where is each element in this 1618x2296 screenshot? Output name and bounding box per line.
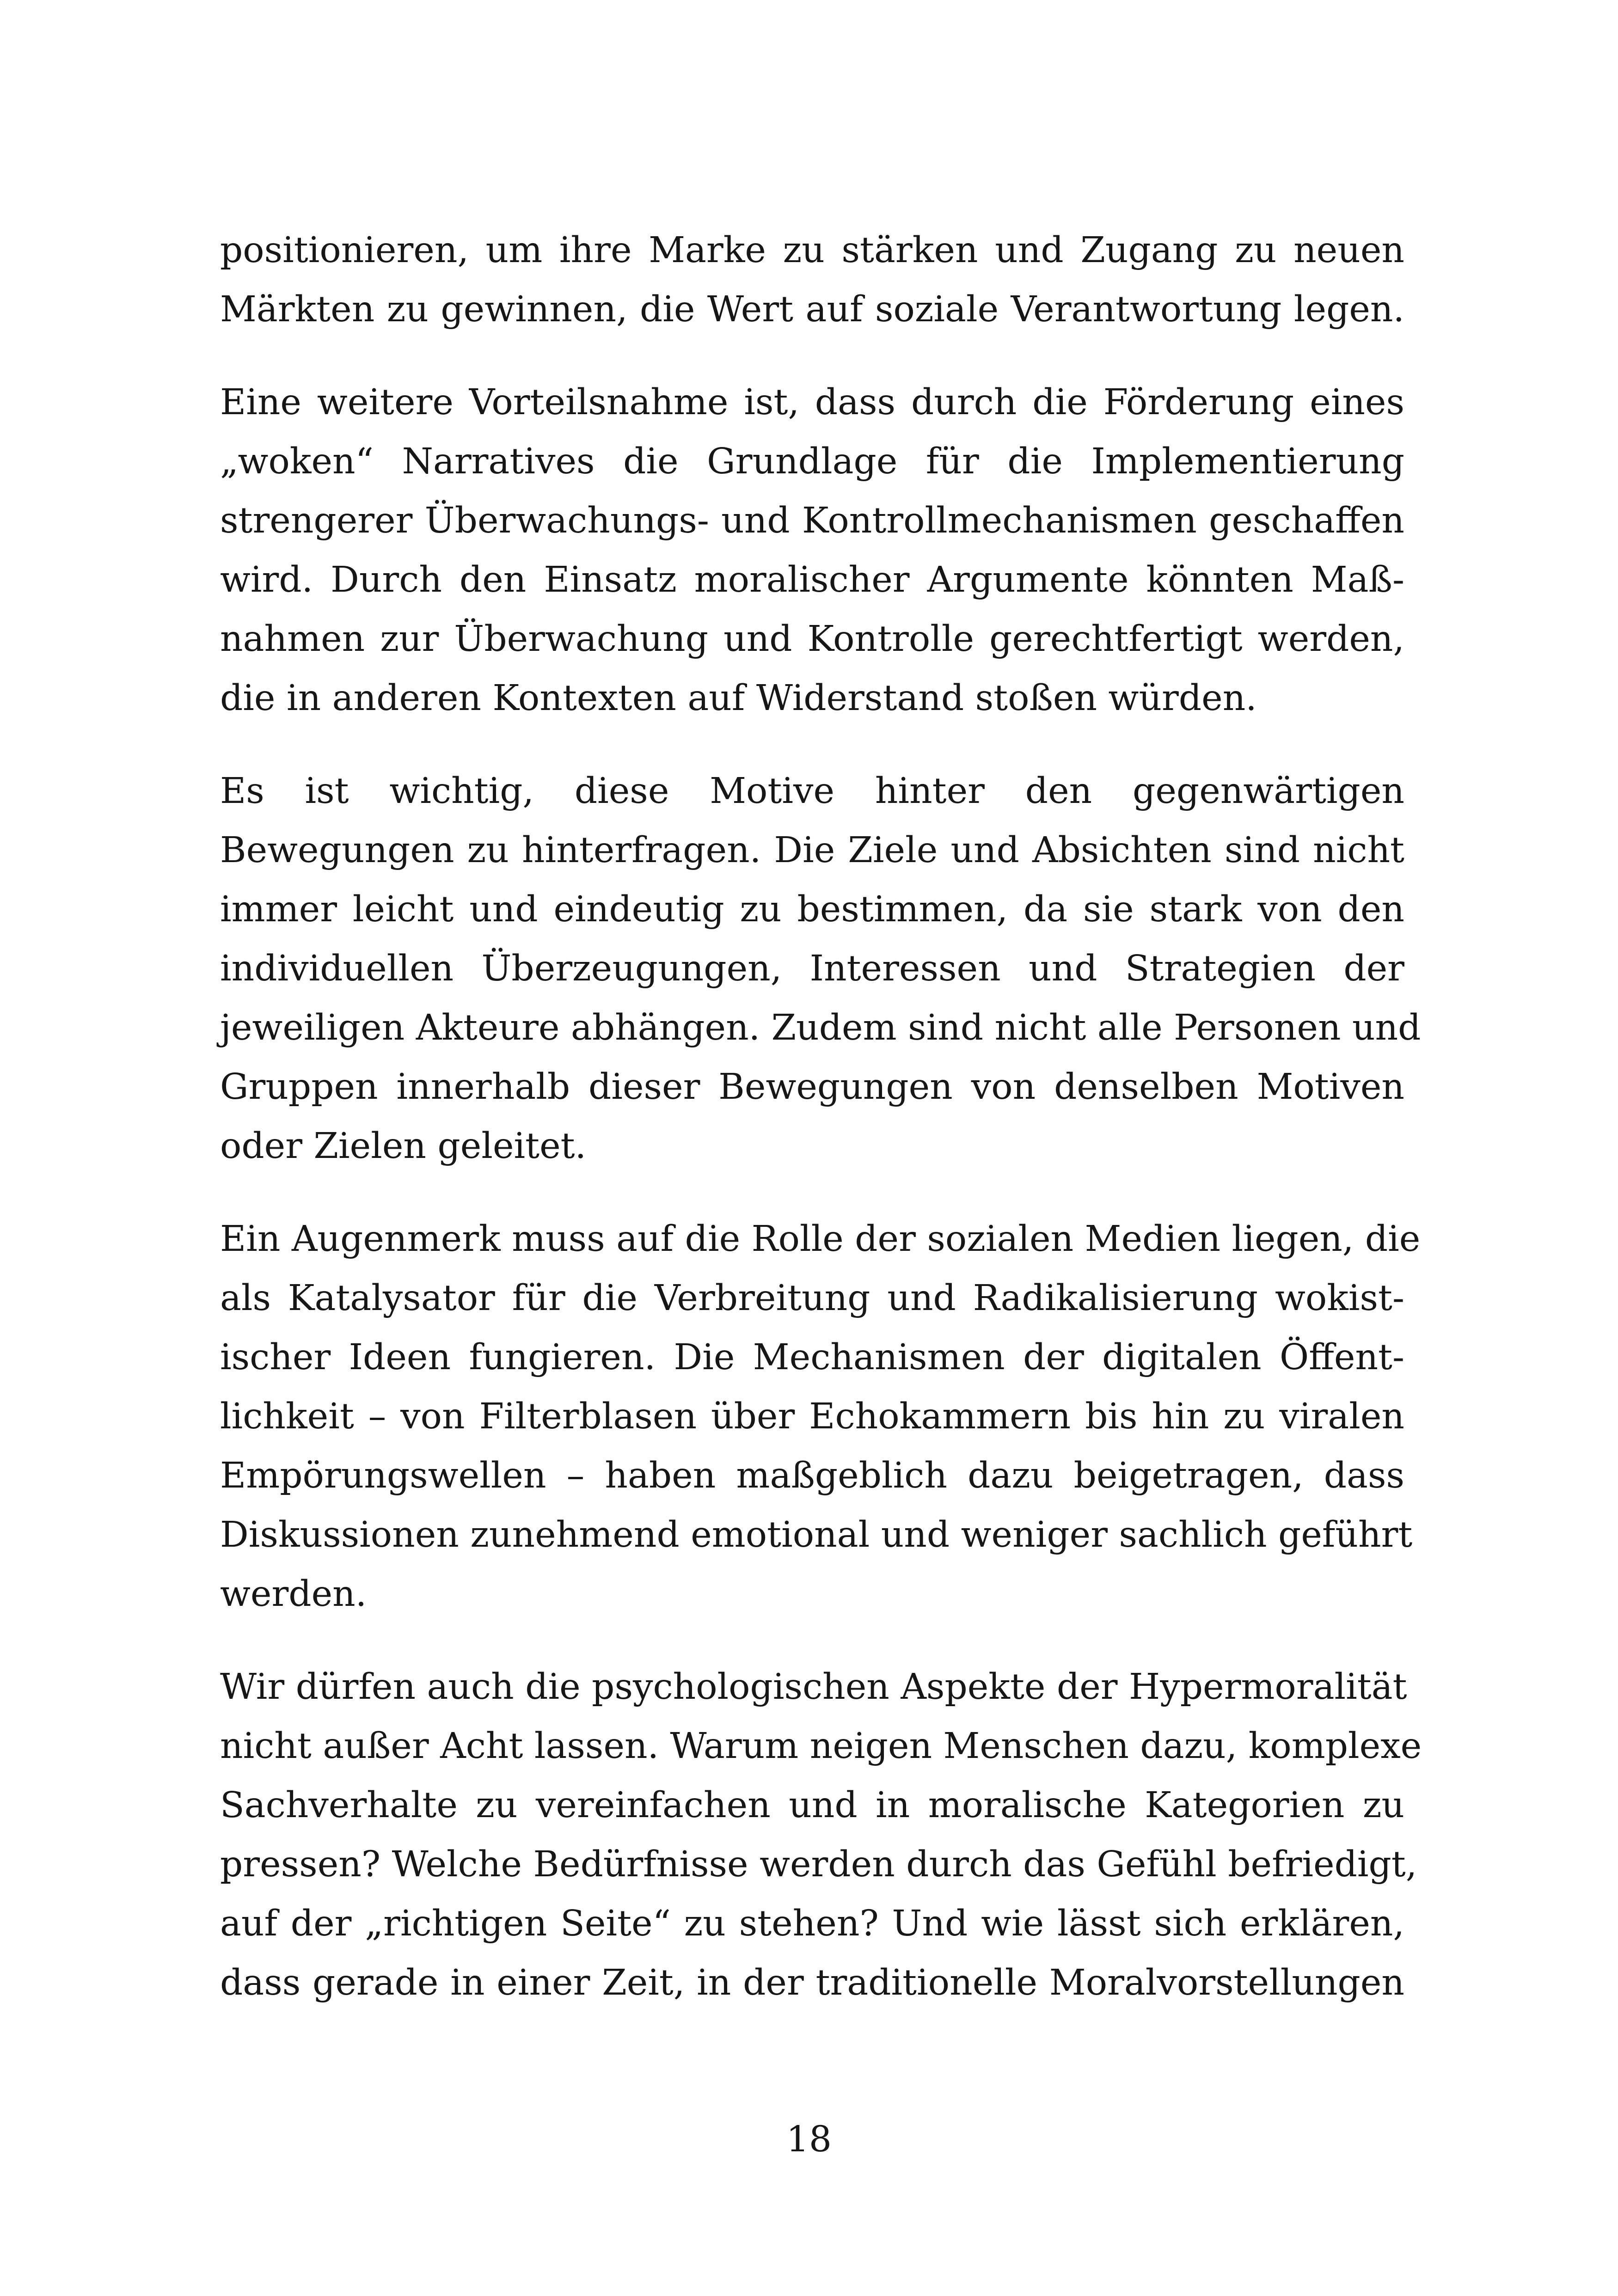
text-line: immer leicht und eindeutig zu bestimmen, da sie stark von den bbox=[220, 889, 1404, 930]
page-number: 18 bbox=[786, 2119, 832, 2160]
paragraph-3 bbox=[220, 762, 1421, 1176]
text-line: strengerer Überwachungs- und Kontrollmechanismen geschaffen bbox=[220, 500, 1404, 541]
text-line: auf der „richtigen Seite“ zu stehen? Und wie lässt sich erklären, bbox=[220, 1903, 1404, 1944]
paragraph-2 bbox=[220, 373, 1404, 728]
body-text bbox=[220, 221, 1422, 2046]
text-line: „woken“ Narratives die Grundlage für die Implementierung bbox=[220, 441, 1404, 482]
text-line: positionieren, um ihre Marke zu stärken und Zugang zu neuen bbox=[220, 230, 1404, 271]
text-line: Es ist wichtig, diese Motive hinter den gegenwärtigen bbox=[220, 771, 1404, 812]
paragraph-4 bbox=[220, 1210, 1421, 1624]
text-line: werden. bbox=[220, 1574, 367, 1615]
text-line: Diskussionen zunehmend emotional und weniger sachlich geführt bbox=[220, 1514, 1413, 1555]
paragraph-1 bbox=[220, 221, 1404, 339]
text-line: Bewegungen zu hinterfragen. Die Ziele und Absichten sind nicht bbox=[220, 830, 1404, 871]
text-line: individuellen Überzeugungen, Interessen und Strategien der bbox=[220, 948, 1404, 989]
text-line: nahmen zur Überwachung und Kontrolle gerechtfertigt werden, bbox=[220, 618, 1404, 660]
text-line: Gruppen innerhalb dieser Bewegungen von denselben Motiven bbox=[220, 1066, 1404, 1108]
paragraph-5 bbox=[220, 1658, 1422, 2013]
text-line: Empörungswellen – haben maßgeblich dazu beigetragen, dass bbox=[220, 1455, 1404, 1496]
text-line: oder Zielen geleitet. bbox=[220, 1126, 587, 1167]
text-line: Eine weitere Vorteilsnahme ist, dass durch die Förderung eines bbox=[220, 382, 1404, 423]
text-line: lichkeit – von Filterblasen über Echokammern bis hin zu viralen bbox=[220, 1396, 1404, 1437]
text-line: dass gerade in einer Zeit, in der traditionelle Moralvorstellungen bbox=[220, 1962, 1404, 2003]
text-line: ischer Ideen fungieren. Die Mechanismen der digitalen Öffent- bbox=[220, 1337, 1404, 1378]
text-line: Sachverhalte zu vereinfachen und in moralische Kategorien zu bbox=[220, 1785, 1404, 1826]
text-line: Ein Augenmerk muss auf die Rolle der sozialen Medien liegen, die bbox=[220, 1218, 1421, 1260]
text-line: pressen? Welche Bedürfnisse werden durch das Gefühl befriedigt, bbox=[220, 1844, 1417, 1885]
text-line: Wir dürfen auch die psychologischen Aspekte der Hypermoralität bbox=[220, 1666, 1407, 1708]
text-line: wird. Durch den Einsatz moralischer Argumente könnten Maß- bbox=[220, 559, 1404, 600]
text-line: die in anderen Kontexten auf Widerstand stoßen würden. bbox=[220, 678, 1257, 719]
text-line: nicht außer Acht lassen. Warum neigen Menschen dazu, komplexe bbox=[220, 1726, 1422, 1767]
text-line: jeweiligen Akteure abhängen. Zudem sind nicht alle Personen und bbox=[220, 1007, 1421, 1048]
text-line: als Katalysator für die Verbreitung und Radikalisierung wokist- bbox=[220, 1278, 1404, 1319]
text-line: Märkten zu gewinnen, die Wert auf soziale Verantwortung legen. bbox=[220, 289, 1404, 330]
